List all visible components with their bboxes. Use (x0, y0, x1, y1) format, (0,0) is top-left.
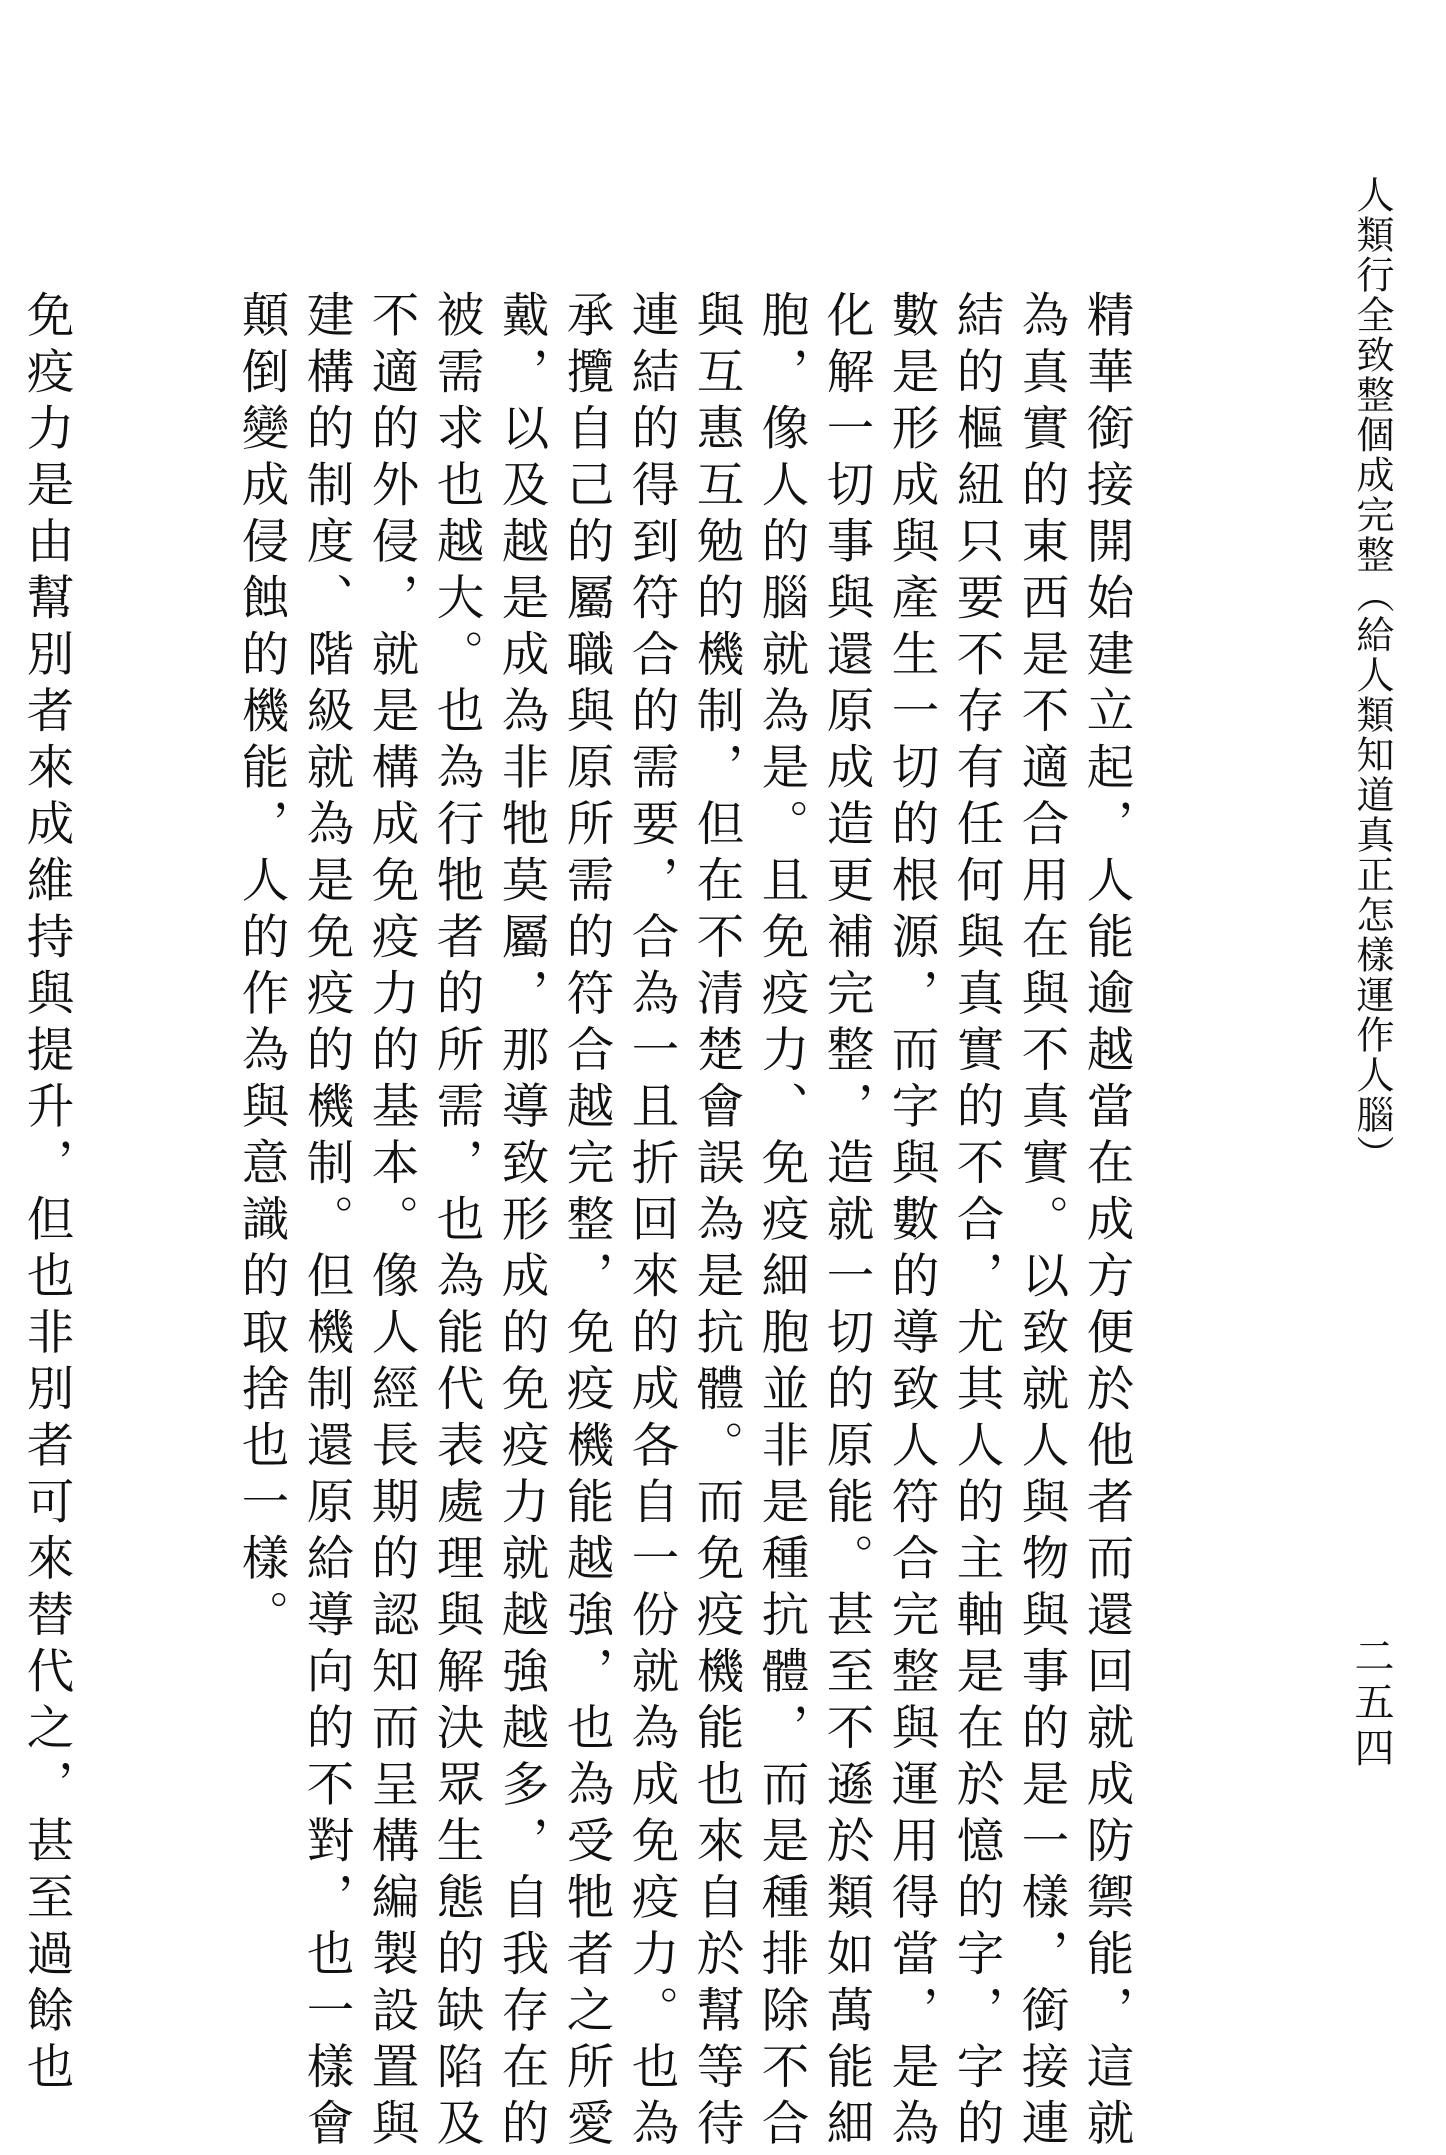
main-text-block (18, 290, 1268, 2155)
running-header-title: 人類行全致整個成完整（給人類知道真正怎樣運作人腦） (1350, 175, 1394, 1175)
page-number: 二五四 (1348, 1635, 1394, 1773)
paragraph-1: 精華銜接開始建立起，人能逾越當在成方便於他者而還回就成防禦能，這就 為真實的東西是不適合用在與不真實。以致就人與物與事的是一樣，銜接連 結的樞紐只要不存有任何與真實的不合，尤其人的主軸是在於憶的字，字的 數是形成與產生一切的根源，而字與數的導致人符合完整與運用得當，是為 化解一切事與還原成造更補完整，造就一切的原能。甚至不遜於類如萬能細 胞，像人的腦就為是。且免疫力、免疫細胞並非是種抗體，而是種排除不合 與互惠互勉的機制，但在不清楚會誤為是抗體。而免疫機能也來自於幫等待 連結的得到符合的需要，合為一且折回來的成各自一份就為成免疫力。也為 承攬自己的屬職與原所需的符合越完整，免疫機能越強，也為受牠者之所愛 戴，以及越是成為非牠莫屬，那導致形成的免疫力就越強越多，自我存在的 被需求也越大。也為行牠者的所需，也為能代表處理與解決眾生態的缺陷及 不適的外侵，就是構成免疫力的基本。像人經長期的認知而呈構編製設置與 建構的制度、階級就為是免疫的機制。但機制還原給導向的不對，也一樣會 顛倒變成侵蝕的機能，人的作為與意識的取捨也一樣。 (233, 290, 1133, 2155)
paragraph-2: 免疫力是由幫別者來成維持與提升，但也非別者可來替代之，甚至過餘也 (18, 290, 73, 2098)
